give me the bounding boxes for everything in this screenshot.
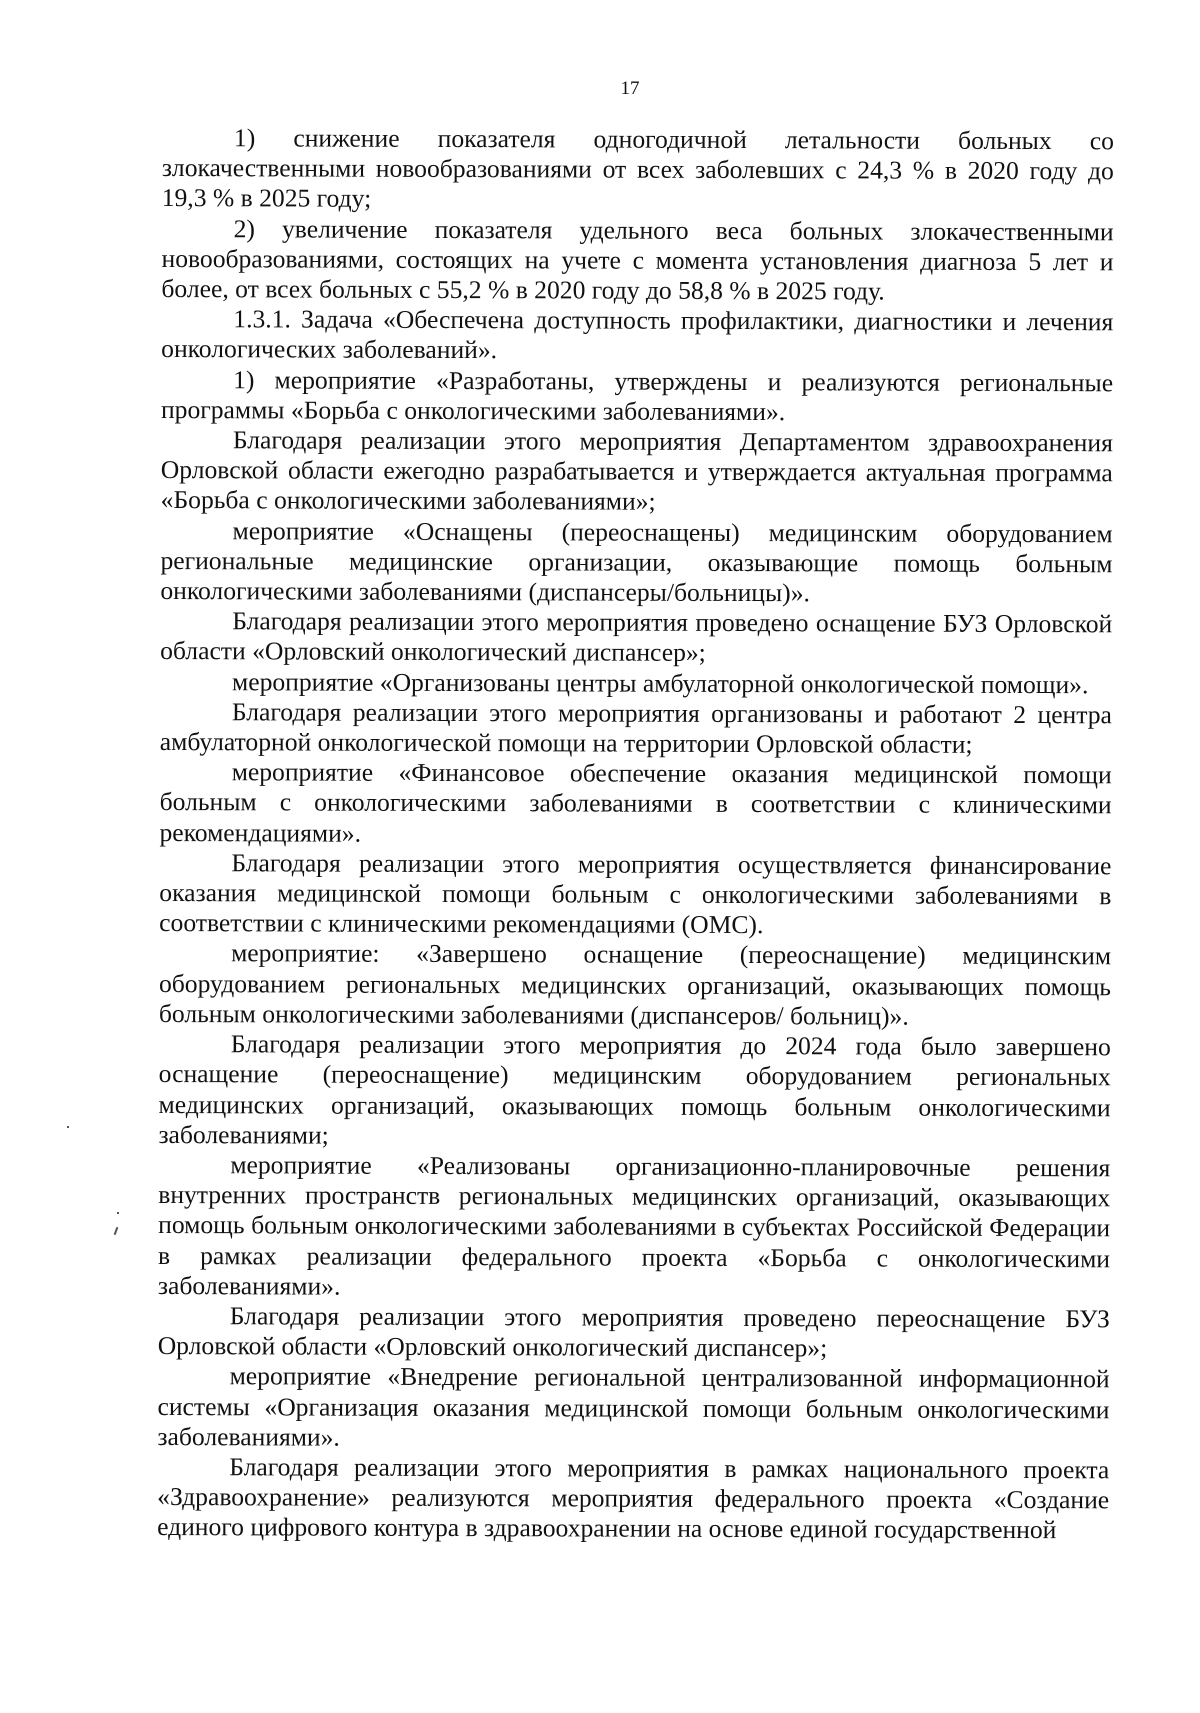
paragraph-measure-regional-programs: 1) мероприятие «Разработаны, утверждены и реализуются региональные программы «Борьба с онкологическими заболеваниями». bbox=[160, 364, 1114, 427]
scan-speck bbox=[67, 1126, 69, 1128]
paragraph-measure-equipment: мероприятие «Оснащены (переоснащены) медицинским оборудованием региональные медицинские организации, оказывающие помощь больным онкологическими заболеваниями (диспансеры/больницы)». bbox=[160, 515, 1113, 608]
document-body bbox=[157, 123, 1114, 1546]
paragraph-measure-financing: мероприятие «Финансовое обеспечение оказания медицинской помощи больным с онкологическими заболеваниями в соответствии с клиническими рекомендациями». bbox=[159, 757, 1112, 848]
paragraph-result-information-system: Благодаря реализации этого мероприятия в рамках национального проекта «Здравоохранение» реализуются мероприятия федерального проекта «Создание единого цифрового контура в здравоохранении на основе единой государственной bbox=[157, 1452, 1110, 1545]
paragraph-target-mortality: 1) снижение показателя одногодичной летальности больных со злокачественными новообразованиями от всех заболевших с 24,3 % в 2020 году до 19,3 % в 2025 году; bbox=[161, 123, 1114, 214]
paragraph-result-completed-equipment: Благодаря реализации этого мероприятия до 2024 года было завершено оснащение (переоснащение) медицинским оборудованием региональных медицинских организаций, оказывающих помощь больным онкологическими заболеваниями; bbox=[158, 1029, 1111, 1150]
paragraph-result-planning-solutions: Благодаря реализации этого мероприятия проведено переоснащение БУЗ Орловской области «Орловский онкологический диспансер»; bbox=[157, 1301, 1110, 1363]
scan-speck bbox=[117, 1212, 119, 1214]
paragraph-measure-planning-solutions: мероприятие «Реализованы организационно-планировочные решения внутренних пространств региональных медицинских организаций, оказывающих помощь больным онкологическими заболеваниями в субъектах Российской Федерации в рамках реализации федерального проекта «Борьба с онкологическими заболеваниями». bbox=[157, 1150, 1111, 1301]
paragraph-task-1-3-1: 1.3.1. Задача «Обеспечена доступность профилактики, диагностики и лечения онкологических заболеваний». bbox=[161, 304, 1114, 365]
paragraph-target-survival: 2) увеличение показателя удельного веса больных злокачественными новообразованиями, состоящих на учете с момента установления диагноза 5 лет и более, от всех больных с 55,2 % в 2020 году до 58,8 % в 2025 году. bbox=[161, 213, 1114, 306]
paragraph-result-outpatient-centers: Благодаря реализации этого мероприятия организованы и работают 2 центра амбулаторной онкологической помощи на территории Орловской области; bbox=[159, 697, 1112, 759]
paragraph-measure-outpatient-centers: мероприятие «Организованы центры амбулаторной онкологической помощи». bbox=[232, 666, 1089, 699]
paragraph-measure-completed-equipment: мероприятие: «Завершено оснащение (переоснащение) медицинским оборудованием региональных медицинских организаций, оказывающих помощь больным онкологическими заболеваниями (диспансеров/ больниц)». bbox=[158, 938, 1112, 1031]
scan-speck bbox=[114, 1227, 119, 1235]
paragraph-result-equipment: Благодаря реализации этого мероприятия проведено оснащение БУЗ Орловской области «Орловский онкологический диспансер»; bbox=[160, 606, 1113, 668]
paragraph-result-regional-programs: Благодаря реализации этого мероприятия Департаментом здравоохранения Орловской области ежегодно разрабатывается и утверждается актуальная программа «Борьба с онкологическими заболеваниями»; bbox=[160, 425, 1113, 517]
paragraph-measure-information-system: мероприятие «Внедрение региональной централизованной информационной системы «Организация оказания медицинской помощи больным онкологическими заболеваниями». bbox=[157, 1361, 1110, 1452]
paragraph-result-financing: Благодаря реализации этого мероприятия осуществляется финансирование оказания медицинской помощи больным с онкологическими заболеваниями в соответствии с клиническими рекомендациями (ОМС). bbox=[159, 848, 1112, 940]
page-number: 17 bbox=[620, 78, 640, 99]
